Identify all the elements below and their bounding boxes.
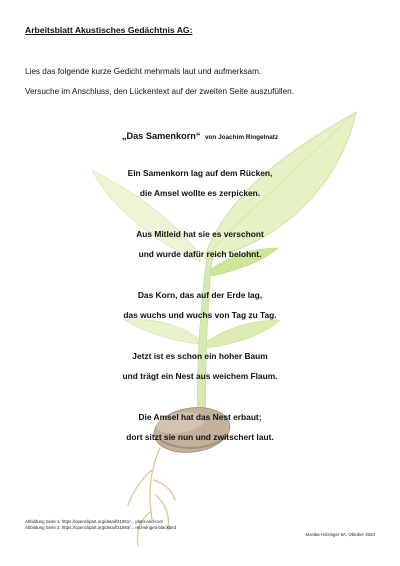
poem-line-8: und trägt ein Nest aus weichem Flaum. [122, 371, 278, 381]
leaf-left-lower [125, 320, 198, 344]
leaf-right-lower [206, 320, 280, 348]
poem-line-7: Jetzt ist es schon ein hoher Baum [132, 351, 268, 361]
intro-line-1: Lies das folgende kurze Gedicht mehrmals laut und aufmerksam. [25, 67, 262, 76]
poem-line-1: Ein Samenkorn lag auf dem Rücken, [127, 168, 273, 178]
poem-line-9: Die Amsel hat das Nest erbaut; [138, 412, 262, 422]
poem-line-10: dort sitzt sie nun und zwitschert laut. [126, 432, 274, 442]
intro-line-2: Versuche im Anschluss, den Lückentext auf der zweiten Seite auszufüllen. [25, 87, 294, 96]
credit-line-1: Abbildung Seite 1: https://openclipart.org/detail/31851/... plant-and-root [25, 519, 163, 524]
poem-line-3: Aus Mitleid hat sie es verschont [136, 229, 264, 239]
poem-line-4: und wurde dafür reich belohnt. [138, 249, 262, 259]
poem-line-5: Das Korn, das auf der Erde lag, [137, 290, 263, 300]
image-credits [25, 519, 176, 531]
poem-title-line [0, 126, 400, 144]
poem-author: von Joachim Ringelnatz [204, 134, 279, 141]
poem-line-2: die Amsel wollte es zerpicken. [139, 188, 261, 198]
worksheet-heading: Arbeitsblatt Akustisches Gedächtnis AG: [25, 25, 193, 35]
author-signature: Monika Holzinger 8A, Oktober 2024 [305, 532, 375, 537]
poem-title: „Das Samenkorn“ [121, 131, 201, 141]
credit-line-2: Abbildung Seite 2: https://openclipart.org/detail/31593/... red-winged-blackbird [25, 525, 177, 530]
poem-line-6: das wuchs und wuchs von Tag zu Tag. [123, 310, 277, 320]
